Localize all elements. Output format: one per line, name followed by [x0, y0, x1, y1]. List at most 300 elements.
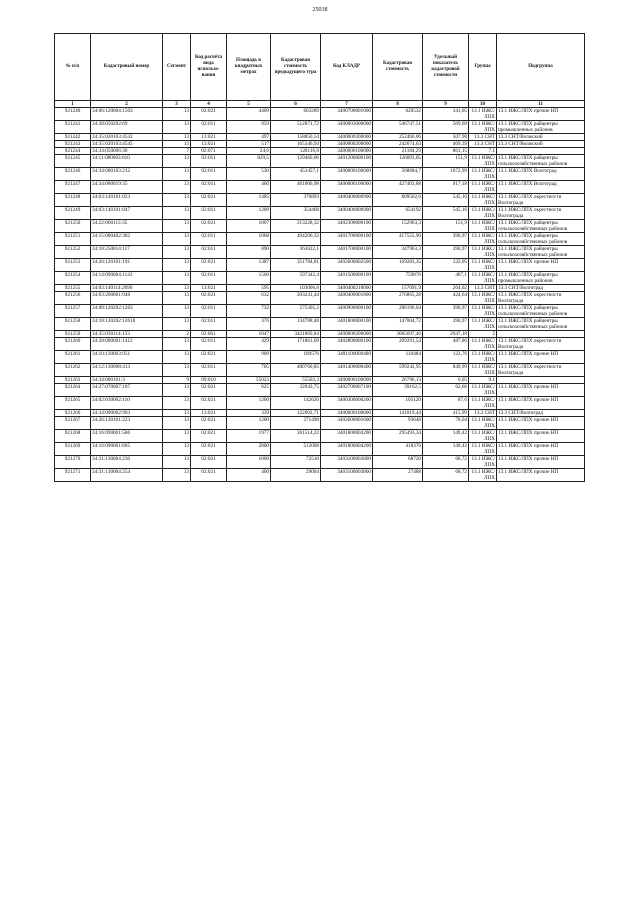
kladr-code-cell: 3400000100000 — [321, 181, 373, 194]
area-cell: 890 — [227, 246, 271, 259]
area-cell: 595 — [227, 285, 271, 292]
kladr-code-cell: 3400300000200 — [321, 397, 373, 410]
cadastral-cost-cell: 209291,54 — [373, 338, 423, 351]
row-number-cell: 921260 — [55, 338, 91, 351]
row-number-cell: 921258 — [55, 318, 91, 331]
unit-cost-cell: 545,16 — [423, 194, 469, 207]
table-row — [55, 351, 585, 364]
cadastral-number-cell: 34:15:080402:382 — [91, 233, 163, 246]
cadastral-cost-cell: 418376 — [373, 443, 423, 456]
usage-code-cell: 09:010 — [191, 377, 227, 384]
table-row — [55, 259, 585, 272]
group-cell: 13.1 ИЖС/ЛПХ — [469, 456, 497, 469]
table-row — [55, 397, 585, 410]
table-row — [55, 233, 585, 246]
cadastral-number-cell: 34:03:140101:847 — [91, 207, 163, 220]
area-cell: 400 — [227, 469, 271, 482]
usage-code-cell: 02:011 — [191, 181, 227, 194]
previous-cost-cell: 55502,3 — [271, 377, 321, 384]
table-row — [55, 134, 585, 141]
segment-cell: 13 — [163, 351, 191, 364]
cadastral-cost-cell: 3085697,46 — [373, 331, 423, 338]
group-cell: 13.1 ИЖС/ЛПХ — [469, 338, 497, 351]
usage-code-cell: 02:021 — [191, 417, 227, 430]
subgroup-cell: 13.1 ИЖС/ЛПХ окрестности Волгограда — [497, 194, 585, 207]
row-number-cell: 921254 — [55, 272, 91, 285]
segment-cell: 13 — [163, 318, 191, 331]
cadastral-number-cell: 34:10:130003:951 — [91, 351, 163, 364]
cadastral-cost-cell: 546747,51 — [373, 121, 423, 134]
header-cell: Код КЛАДР — [321, 34, 373, 101]
previous-cost-cell: 158850,54 — [271, 134, 321, 141]
cadastral-cost-cell: 620532 — [373, 108, 423, 121]
cadastral-number-cell: 34:31:130004:254 — [91, 469, 163, 482]
group-cell: 13.1 ИЖС/ЛПХ — [469, 364, 497, 377]
usage-code-cell: 02:021 — [191, 384, 227, 397]
subgroup-cell — [497, 148, 585, 155]
table-row — [55, 364, 585, 377]
subgroup-cell: 13.1 ИЖС/ЛПХ прочие НП — [497, 417, 585, 430]
cadastral-number-cell: 34:34:080103:212 — [91, 168, 163, 181]
kladr-code-cell: 3403100003800 — [321, 469, 373, 482]
cadastral-cost-cell: 93648 — [373, 417, 423, 430]
subgroup-cell: 13.1 ИЖС/ЛПХ окрестности Волгограда — [497, 207, 585, 220]
kladr-code-cell: 3400000200000 — [321, 134, 373, 141]
kladr-code-cell: 3400000200000 — [321, 141, 373, 148]
group-cell: 13.1 ИЖС/ЛПХ — [469, 121, 497, 134]
usage-code-cell: 02:011 — [191, 121, 227, 134]
kladr-code-cell: 3403100003800 — [321, 456, 373, 469]
unit-cost-cell: 68,72 — [423, 469, 469, 482]
cadastral-number-cell: 34:34:050006:30 — [91, 148, 163, 155]
segment-cell: 13 — [163, 168, 191, 181]
cadastral-number-cell: 34:18:250014:117 — [91, 246, 163, 259]
area-cell: 732 — [227, 305, 271, 318]
cadastral-number-cell: 34:03:200001:948 — [91, 292, 163, 305]
cadastral-number-cell: 34:34:080101:3 — [91, 377, 163, 384]
segment-cell: 13 — [163, 292, 191, 305]
row-number-cell: 921269 — [55, 443, 91, 456]
subgroup-cell: 13.1 ИЖС/ЛПХ прочие НП — [497, 443, 585, 456]
kladr-code-cell: 3402300000100 — [321, 220, 373, 233]
group-cell: 13.1 ИЖС/ЛПХ — [469, 259, 497, 272]
kladr-code-cell: 3402600001600 — [321, 417, 373, 430]
kladr-code-cell: 3401800004200 — [321, 430, 373, 443]
previous-cost-cell: 129460,06 — [271, 155, 321, 168]
cadastral-number-cell: 34:26:120101:191 — [91, 259, 163, 272]
table-row — [55, 246, 585, 259]
area-cell: 1200 — [227, 207, 271, 220]
subgroup-cell: 13.3 СНТ/Волгоград — [497, 285, 585, 292]
unit-cost-cell: 151,9 — [423, 155, 469, 168]
cadastral-cost-cell: 427403,88 — [373, 181, 423, 194]
table-row — [55, 141, 585, 148]
column-number: 10 — [469, 101, 497, 108]
table-row — [55, 331, 585, 338]
cadastral-number-cell: 34:27:070007:187 — [91, 384, 163, 397]
unit-cost-cell: 390,97 — [423, 246, 469, 259]
column-number: 3 — [163, 101, 191, 108]
cadastral-cost-cell: 141019,44 — [373, 410, 423, 417]
usage-code-cell: 02:021 — [191, 456, 227, 469]
segment-cell: 13 — [163, 456, 191, 469]
usage-code-cell: 13:021 — [191, 410, 227, 417]
cadastral-number-cell: 34:16:090001:586 — [91, 430, 163, 443]
group-cell: 13.1 ИЖС/ЛПХ — [469, 233, 497, 246]
segment-cell: 13 — [163, 397, 191, 410]
header-cell: № п/п — [55, 34, 91, 101]
usage-code-cell: 02:011 — [191, 207, 227, 220]
segment-cell: 13 — [163, 246, 191, 259]
group-cell: 13.1 ИЖС/ЛПХ — [469, 430, 497, 443]
row-number-cell: 921246 — [55, 168, 91, 181]
previous-cost-cell: 72510 — [271, 456, 321, 469]
segment-cell: 13 — [163, 338, 191, 351]
table-row — [55, 456, 585, 469]
cadastral-number-cell: 34:38:050202:69 — [91, 121, 163, 134]
usage-code-cell: 02:011 — [191, 233, 227, 246]
group-cell: 13.1 ИЖС/ЛПХ — [469, 220, 497, 233]
subgroup-cell: 13.1 ИЖС/ЛПХ Волгоград — [497, 168, 585, 181]
segment-cell: 2 — [163, 331, 191, 338]
segment-cell: 13 — [163, 259, 191, 272]
area-cell: 1200 — [227, 417, 271, 430]
unit-cost-cell: 569,69 — [423, 121, 469, 134]
unit-cost-cell: 849,99 — [423, 364, 469, 377]
usage-code-cell: 02:061 — [191, 331, 227, 338]
cadastral-cost-cell: 347963,3 — [373, 246, 423, 259]
cadastral-number-cell: 34:34:080019:35 — [91, 181, 163, 194]
segment-cell: 13 — [163, 108, 191, 121]
header-cell: Подгруппа — [497, 34, 585, 101]
row-number-cell: 921270 — [55, 456, 91, 469]
table-row — [55, 181, 585, 194]
unit-cost-cell: 151,9 — [423, 220, 469, 233]
usage-code-cell: 02:021 — [191, 194, 227, 207]
row-number-cell: 921245 — [55, 155, 91, 168]
group-cell: 13.1 ИЖС/ЛПХ — [469, 397, 497, 410]
area-cell: 517 — [227, 141, 271, 148]
subgroup-cell: 13.1 ИЖС/ЛПХ окрестности Волгограда — [497, 338, 585, 351]
usage-code-cell: 13:021 — [191, 285, 227, 292]
group-cell: 13.1 ИЖС/ЛПХ — [469, 417, 497, 430]
header-cell: Кадастровый номер — [91, 34, 163, 101]
cadastral-number-cell: 34:16:090001:605 — [91, 443, 163, 456]
segment-cell: 13 — [163, 410, 191, 417]
area-cell: 1485 — [227, 194, 271, 207]
kladr-code-cell: 3400000100000 — [321, 168, 373, 181]
cadastral-number-cell: 34:18:120202:12618 — [91, 318, 163, 331]
column-number: 6 — [271, 101, 321, 108]
segment-cell: 13 — [163, 233, 191, 246]
row-number-cell: 921241 — [55, 121, 91, 134]
header-row — [55, 34, 585, 101]
previous-cost-cell: 401006,98 — [271, 181, 321, 194]
table-row — [55, 338, 585, 351]
area-cell: 4409 — [227, 108, 271, 121]
subgroup-cell: 13.1 ИЖС/ЛПХ райцентры промышленных районов — [497, 272, 585, 285]
usage-code-cell: 02:021 — [191, 292, 227, 305]
kladr-code-cell: 3402700007100 — [321, 384, 373, 397]
usage-code-cell: 02:021 — [191, 430, 227, 443]
usage-code-cell: 13:021 — [191, 134, 227, 141]
group-cell: 13.1 ИЖС/ЛПХ — [469, 108, 497, 121]
cadastral-number-cell: 34:34:090002:903 — [91, 410, 163, 417]
group-cell: 13.1 ИЖС/ЛПХ — [469, 351, 497, 364]
header-cell: Удельный показатель кадастровой стоимости — [423, 34, 469, 101]
group-cell: 13.1 ИЖС/ЛПХ — [469, 469, 497, 482]
group-cell: 13.1 ИЖС/ЛПХ — [469, 292, 497, 305]
row-number-cell: 921257 — [55, 305, 91, 318]
cadastral-cost-cell: 242674,63 — [373, 141, 423, 148]
unit-cost-cell: 390,97 — [423, 305, 469, 318]
cadastral-cost-cell: 152963,3 — [373, 220, 423, 233]
column-number: 2 — [91, 101, 163, 108]
table-row — [55, 108, 585, 121]
subgroup-cell: 13.1 ИЖС/ЛПХ прочие НП — [497, 397, 585, 410]
unit-cost-cell: 469,39 — [423, 141, 469, 148]
kladr-code-cell: 3401800004200 — [321, 443, 373, 456]
cadastral-cost-cell: 39162,5 — [373, 384, 423, 397]
cadastral-cost-cell: 157091,9 — [373, 285, 423, 292]
cadastral-cost-cell: 252466,06 — [373, 134, 423, 141]
table-row — [55, 207, 585, 220]
unit-cost-cell: 62,66 — [423, 384, 469, 397]
header-cell: Площадь в квадратных метрах — [227, 34, 271, 101]
cadastral-cost-cell: 295493,34 — [373, 430, 423, 443]
previous-cost-cell: 128116,8 — [271, 148, 321, 155]
row-number-cell: 921243 — [55, 141, 91, 148]
table-row — [55, 148, 585, 155]
cadastral-number-cell: 34:02:030002:110 — [91, 397, 163, 410]
segment-cell: 13 — [163, 364, 191, 377]
previous-cost-cell: 451457,1 — [271, 168, 321, 181]
segment-cell: 13 — [163, 469, 191, 482]
cadastral-number-cell: 34:31:130004:230 — [91, 456, 163, 469]
group-cell: 13.1 ИЖС/ЛПХ — [469, 207, 497, 220]
column-number: 7 — [321, 101, 373, 108]
segment-cell: 13 — [163, 430, 191, 443]
group-cell: 9.1 — [469, 377, 497, 384]
row-number-cell: 921266 — [55, 410, 91, 417]
segment-cell: 13 — [163, 384, 191, 397]
table-row — [55, 292, 585, 305]
area-cell: 1560 — [227, 272, 271, 285]
area-cell: 900 — [227, 351, 271, 364]
unit-cost-cell: 1072,99 — [423, 168, 469, 181]
segment-cell: 13 — [163, 121, 191, 134]
kladr-code-cell: 3400400000900 — [321, 194, 373, 207]
previous-cost-cell: 512008 — [271, 443, 321, 456]
group-cell: 13.1 ИЖС/ЛПХ — [469, 305, 497, 318]
area-cell: 1387 — [227, 259, 271, 272]
row-number-cell: 921240 — [55, 108, 91, 121]
cadastral-number-cell: 34:12:130008:413 — [91, 364, 163, 377]
usage-code-cell: 02:021 — [191, 397, 227, 410]
cadastral-cost-cell: 654192 — [373, 207, 423, 220]
previous-cost-cell: 603289 — [271, 108, 321, 121]
subgroup-cell: 13.3 СНТ/Волжский — [497, 134, 585, 141]
unit-cost-cell: 861,15 — [423, 148, 469, 155]
group-cell: 13.1 ИЖС/ЛПХ — [469, 443, 497, 456]
unit-cost-cell: 390,97 — [423, 233, 469, 246]
table-row — [55, 305, 585, 318]
usage-code-cell: 02:021 — [191, 220, 227, 233]
row-number-cell: 921251 — [55, 233, 91, 246]
group-cell: 13.1 ИЖС/ЛПХ — [469, 168, 497, 181]
previous-cost-cell: 203241,44 — [271, 292, 321, 305]
column-number: 1 — [55, 101, 91, 108]
table-row — [55, 430, 585, 443]
kladr-code-cell: 3401100000400 — [321, 351, 373, 364]
kladr-code-cell: 3400400001800 — [321, 292, 373, 305]
usage-code-cell: 02:011 — [191, 168, 227, 181]
column-number: 9 — [423, 101, 469, 108]
row-number-cell: 921244 — [55, 148, 91, 155]
segment-cell: 13 — [163, 443, 191, 456]
subgroup-cell: 13.1 ИЖС/ЛПХ окрестности Волгограда — [497, 364, 585, 377]
area-cell: 1000 — [227, 456, 271, 469]
cadastral-cost-cell: 27488 — [373, 469, 423, 482]
subgroup-cell: 13.1 ИЖС/ЛПХ райцентры сельскохозяйственных районов — [497, 318, 585, 331]
segment-cell: 13 — [163, 417, 191, 430]
cadastral-number-cell: 34:06:120004:1503 — [91, 108, 163, 121]
cadastral-cost-cell: 169283,35 — [373, 259, 423, 272]
kladr-code-cell: 3401400000400 — [321, 364, 373, 377]
area-cell: 497 — [227, 134, 271, 141]
row-number-cell: 921248 — [55, 194, 91, 207]
area-cell: 1200 — [227, 397, 271, 410]
unit-cost-cell: 507,98 — [423, 134, 469, 141]
cadastral-number-cell: 34:28:080001:1412 — [91, 338, 163, 351]
previous-cost-cell: 29004 — [271, 469, 321, 482]
row-number-cell: 921247 — [55, 181, 91, 194]
area-cell: 376 — [227, 318, 271, 331]
cadastral-cost-cell: 110484 — [373, 351, 423, 364]
cadastral-number-cell: 34:22:060113:35 — [91, 220, 163, 233]
column-number: 11 — [497, 101, 585, 108]
kladr-code-cell: 3400400210000 — [321, 285, 373, 292]
usage-code-cell: 02:021 — [191, 108, 227, 121]
cadastral-cost-cell: 286190,04 — [373, 305, 423, 318]
area-cell: 829,5 — [227, 155, 271, 168]
usage-code-cell: 02:011 — [191, 272, 227, 285]
row-number-cell: 921249 — [55, 207, 91, 220]
subgroup-cell: 13.1 ИЖС/ЛПХ прочие НП — [497, 351, 585, 364]
unit-cost-cell: 149,42 — [423, 430, 469, 443]
area-cell: 339 — [227, 410, 271, 417]
area-cell: 1977 — [227, 430, 271, 443]
cadastral-cost-cell: 276865,28 — [373, 292, 423, 305]
group-cell: 13.3 СНТ — [469, 141, 497, 148]
segment-cell: 13 — [163, 272, 191, 285]
header-cell: Группа — [469, 34, 497, 101]
group-cell: 13.1 ИЖС/ЛПХ — [469, 246, 497, 259]
unit-cost-cell: 545,16 — [423, 207, 469, 220]
unit-cost-cell: 78,04 — [423, 417, 469, 430]
cadastral-number-cell: 34:14:090004:1143 — [91, 272, 163, 285]
previous-cost-cell: 189576 — [271, 351, 321, 364]
previous-cost-cell: 213228,32 — [271, 220, 321, 233]
subgroup-cell: 13.1 ИЖС/ЛПХ прочие НП — [497, 430, 585, 443]
cadastral-cost-cell: 126093,05 — [373, 155, 423, 168]
row-number-cell: 921262 — [55, 364, 91, 377]
row-number-cell: 921242 — [55, 134, 91, 141]
unit-cost-cell: 68,72 — [423, 456, 469, 469]
cadastral-cost-cell: 809562,6 — [373, 194, 423, 207]
area-cell: 632 — [227, 292, 271, 305]
cadastral-cost-cell: 26796,13 — [373, 377, 423, 384]
area-cell: 1007 — [227, 220, 271, 233]
row-number-cell: 921268 — [55, 430, 91, 443]
segment-cell: 13 — [163, 194, 191, 207]
unit-cost-cell: 487,86 — [423, 338, 469, 351]
area-cell: 460 — [227, 181, 271, 194]
area-cell: 625 — [227, 384, 271, 397]
cadastral-number-cell: 34:35:030114:133 — [91, 331, 163, 338]
group-cell: 2 — [469, 331, 497, 338]
previous-cost-cell: 171861,69 — [271, 338, 321, 351]
subgroup-cell — [497, 377, 585, 384]
usage-code-cell: 02:011 — [191, 364, 227, 377]
table-row — [55, 410, 585, 417]
header-cell: Код расчёта вида использо-вания — [191, 34, 227, 101]
column-number: 4 — [191, 101, 227, 108]
cadastral-table — [54, 33, 585, 482]
kladr-code-cell: 3401500000100 — [321, 272, 373, 285]
column-number: 8 — [373, 101, 423, 108]
subgroup-cell — [497, 331, 585, 338]
kladr-code-cell: 3401200000100 — [321, 155, 373, 168]
kladr-code-cell: 3401800000100 — [321, 318, 373, 331]
table-row — [55, 155, 585, 168]
row-number-cell: 921265 — [55, 397, 91, 410]
usage-code-cell: 02:011 — [191, 155, 227, 168]
subgroup-cell: 13.3 СНТ/Волжский — [497, 141, 585, 148]
previous-cost-cell: 597342,4 — [271, 272, 321, 285]
group-cell: 13.3 СНТ — [469, 410, 497, 417]
kladr-code-cell: 3400000100000 — [321, 148, 373, 155]
previous-cost-cell: 165346,94 — [271, 141, 321, 148]
cadastral-number-cell: 34:35:020103:4532 — [91, 134, 163, 141]
row-number-cell: 921255 — [55, 285, 91, 292]
cadastral-cost-cell: 759876 — [373, 272, 423, 285]
area-cell: 1068 — [227, 233, 271, 246]
subgroup-cell: 13.3 СНТ/Волгоград — [497, 410, 585, 417]
unit-cost-cell: 424,64 — [423, 292, 469, 305]
table-row — [55, 194, 585, 207]
column-number-row — [55, 101, 585, 108]
previous-cost-cell: 122002,71 — [271, 410, 321, 417]
row-number-cell: 921264 — [55, 384, 91, 397]
unit-cost-cell: 122,05 — [423, 259, 469, 272]
segment-cell: 13 — [163, 134, 191, 141]
kladr-code-cell: 3400900000100 — [321, 305, 373, 318]
page-number: 25038 — [312, 7, 328, 13]
previous-cost-cell: 271498 — [271, 417, 321, 430]
area-cell: 2800 — [227, 443, 271, 456]
cadastral-cost-cell: 147004,72 — [373, 318, 423, 331]
unit-cost-cell: 415,99 — [423, 410, 469, 417]
subgroup-cell: 13.1 ИЖС/ЛПХ прочие НП — [497, 108, 585, 121]
cadastral-cost-cell: 599242,95 — [373, 364, 423, 377]
group-cell: 7.1 — [469, 148, 497, 155]
group-cell: 13.1 ИЖС/ЛПХ — [469, 194, 497, 207]
cadastral-number-cell: 34:35:020103:4545 — [91, 141, 163, 148]
cadastral-cost-cell: 417555,96 — [373, 233, 423, 246]
usage-code-cell: 02:011 — [191, 305, 227, 318]
subgroup-cell: 13.1 ИЖС/ЛПХ райцентры сельскохозяйственных районов — [497, 155, 585, 168]
